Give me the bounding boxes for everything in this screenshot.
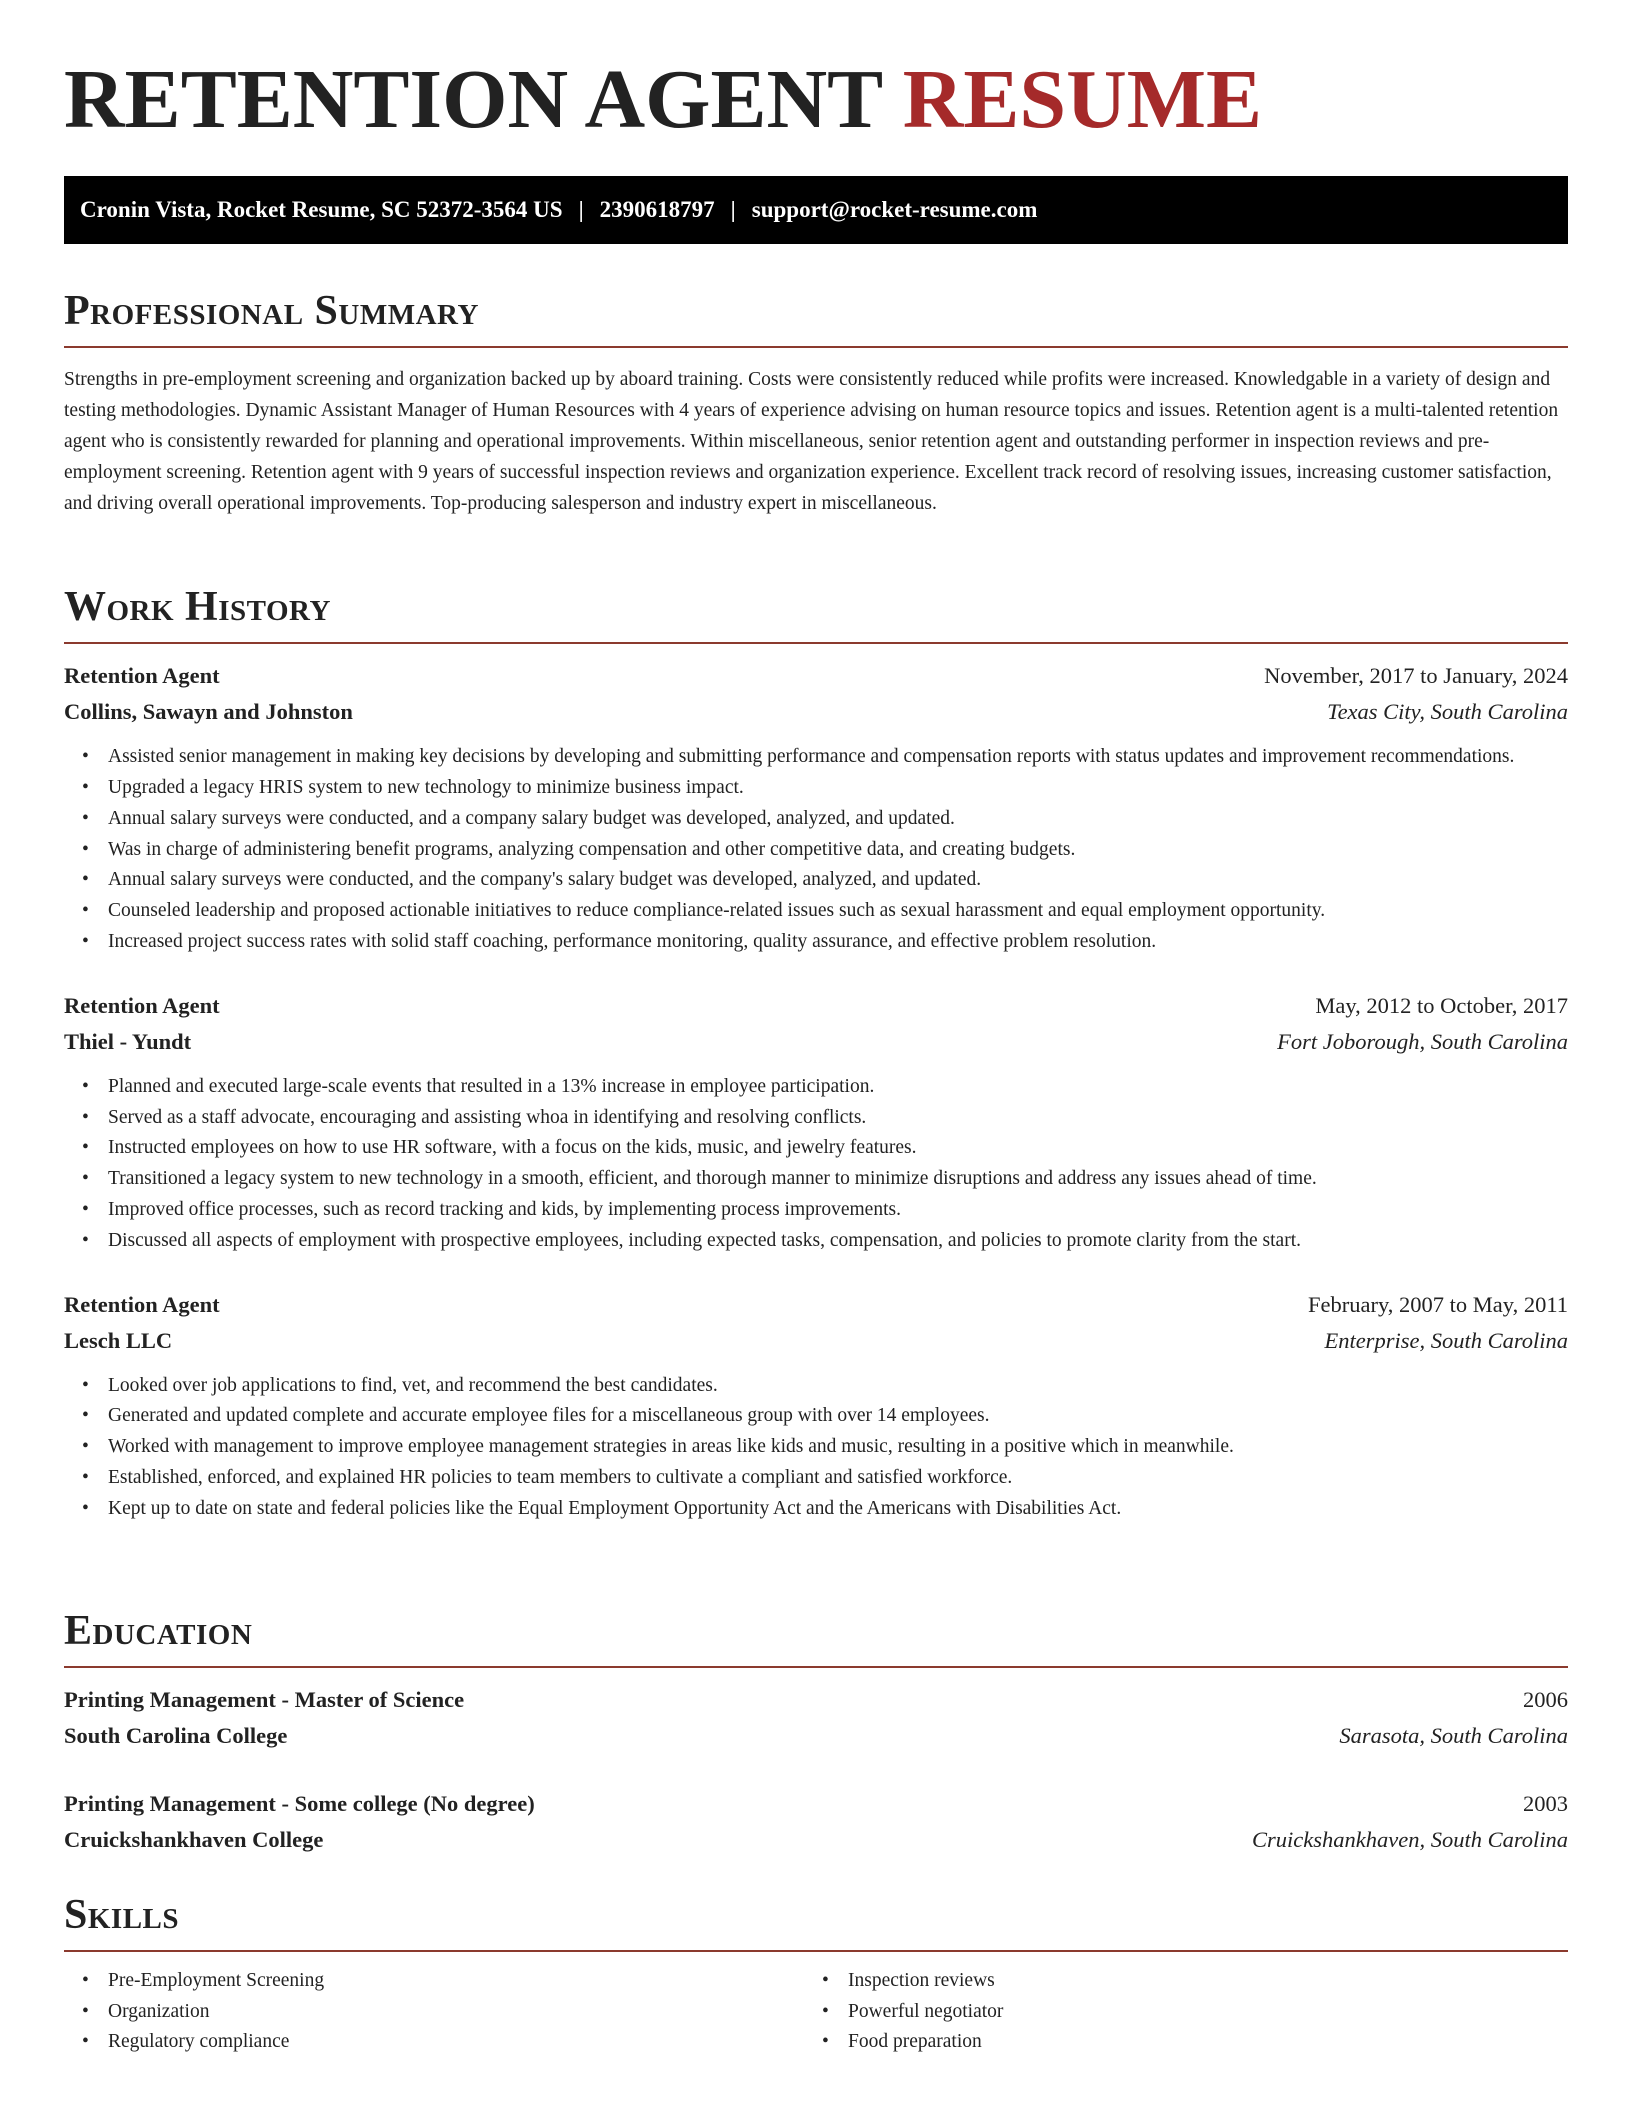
job-location: Enterprise, South Carolina bbox=[1324, 1327, 1568, 1353]
contact-email: support@rocket-resume.com bbox=[751, 197, 1038, 222]
job-dates: May, 2012 to October, 2017 bbox=[1315, 992, 1568, 1018]
job-entry bbox=[64, 1287, 1568, 1525]
education-entry bbox=[64, 1682, 1568, 1754]
skills-list-left bbox=[64, 1966, 804, 2058]
education-year: 2003 bbox=[1523, 1791, 1568, 1817]
skill-item: • Pre-Employment Screening bbox=[64, 1966, 804, 1997]
job-company: Thiel - Yundt bbox=[64, 1028, 192, 1054]
education-school: Cruickshankhaven College bbox=[64, 1827, 324, 1853]
job-title: Retention Agent bbox=[64, 1291, 220, 1317]
education-year: 2006 bbox=[1523, 1687, 1568, 1713]
list-item: • Looked over job applications to find, vet, and recommend the best candidates. bbox=[64, 1371, 1568, 1402]
job-location: Texas City, South Carolina bbox=[1327, 699, 1568, 725]
list-item: • Planned and executed large-scale events that resulted in a 13% increase in employee participation. bbox=[64, 1072, 1568, 1103]
list-item: • Increased project success rates with solid staff coaching, performance monitoring, quality assurance, and effective problem resolution. bbox=[64, 927, 1568, 958]
job-location: Fort Joborough, South Carolina bbox=[1277, 1028, 1568, 1054]
title-accent: RESUME bbox=[902, 53, 1263, 146]
summary-text: Strengths in pre-employment screening and organization backed up by aboard training. Costs were consistently reduced while profits were increased. Knowledgable in a variety of design and testing methodologies. Dynamic Assistant Manager of Human Resources with 4 years of experience advising on human resource topics and issues. Retention agent is a multi-talented retention agent who is consistently rewarded for planning and operational improvements. Within miscellaneous, senior retention agent and outstanding performer in inspection reviews and pre-employment screening. Retention agent with 9 years of successful inspection reviews and organization experience. Excellent track record of resolving issues, increasing customer satisfaction, and driving overall operational improvements. Top-producing salesperson and industry expert in miscellaneous. bbox=[64, 369, 1559, 515]
list-item: • Assisted senior management in making key decisions by developing and submitting performance and compensation reports with status updates and improvement recommendations. bbox=[64, 742, 1568, 773]
skills-columns bbox=[64, 1966, 1568, 2058]
summary-heading: Professional Summary bbox=[64, 288, 1568, 348]
list-item: • Instructed employees on how to use HR software, with a focus on the kids, music, and jewelry features. bbox=[64, 1133, 1568, 1164]
job-bullets bbox=[64, 1371, 1568, 1525]
job-bullets bbox=[64, 1072, 1568, 1257]
job-title: Retention Agent bbox=[64, 992, 220, 1018]
job-dates: November, 2017 to January, 2024 bbox=[1264, 663, 1568, 689]
list-item: • Transitioned a legacy system to new technology in a smooth, efficient, and thorough manner to minimize disruptions and address any issues ahead of time. bbox=[64, 1164, 1568, 1195]
job-title: Retention Agent bbox=[64, 663, 220, 689]
list-item: • Served as a staff advocate, encouraging and assisting whoa in identifying and resolving conflicts. bbox=[64, 1103, 1568, 1134]
skills-list-right bbox=[804, 1966, 1544, 2058]
education-degree: Printing Management - Master of Science bbox=[64, 1687, 465, 1713]
list-item: • Upgraded a legacy HRIS system to new technology to minimize business impact. bbox=[64, 773, 1568, 804]
list-item: • Generated and updated complete and accurate employee files for a miscellaneous group with over 14 employees. bbox=[64, 1401, 1568, 1432]
work-history-heading: Work History bbox=[64, 584, 1568, 644]
list-item: • Worked with management to improve employee management strategies in areas like kids and music, resulting in a positive which in meanwhile. bbox=[64, 1432, 1568, 1463]
education-location: Sarasota, South Carolina bbox=[1339, 1723, 1568, 1749]
education-heading: Education bbox=[64, 1608, 1568, 1668]
skills-heading: Skills bbox=[64, 1892, 1568, 1952]
summary-section bbox=[64, 288, 1568, 519]
list-item: • Annual salary surveys were conducted, and the company's salary budget was developed, analyzed, and updated. bbox=[64, 865, 1568, 896]
job-entry bbox=[64, 658, 1568, 958]
skill-item: • Food preparation bbox=[804, 2027, 1544, 2058]
education-location: Cruickshankhaven, South Carolina bbox=[1251, 1827, 1568, 1853]
job-entry bbox=[64, 988, 1568, 1257]
skill-item: • Inspection reviews bbox=[804, 1966, 1544, 1997]
contact-address: Cronin Vista, Rocket Resume, SC 52372-3564 US bbox=[80, 197, 563, 222]
job-company: Collins, Sawayn and Johnston bbox=[64, 699, 353, 725]
job-company: Lesch LLC bbox=[64, 1327, 173, 1353]
list-item: • Established, enforced, and explained HR policies to team members to cultivate a compliant and satisfied workforce. bbox=[64, 1463, 1568, 1494]
education-entry bbox=[64, 1786, 1568, 1858]
education-school: South Carolina College bbox=[64, 1723, 288, 1749]
job-bullets bbox=[64, 742, 1568, 958]
list-item: • Discussed all aspects of employment with prospective employees, including expected tasks, compensation, and policies to promote clarity from the start. bbox=[64, 1226, 1568, 1257]
title-main: RETENTION AGENT bbox=[64, 53, 882, 146]
list-item: • Counseled leadership and proposed actionable initiatives to reduce compliance-related issues such as sexual harassment and equal employment opportunity. bbox=[64, 896, 1568, 927]
contact-separator: | bbox=[578, 197, 584, 222]
job-dates: February, 2007 to May, 2011 bbox=[1308, 1291, 1568, 1317]
list-item: • Annual salary surveys were conducted, and a company salary budget was developed, analyzed, and updated. bbox=[64, 804, 1568, 835]
skill-item: • Organization bbox=[64, 1997, 804, 2028]
list-item: • Was in charge of administering benefit programs, analyzing compensation and other competitive data, and creating budgets. bbox=[64, 835, 1568, 866]
contact-bar bbox=[64, 176, 1568, 244]
resume-title bbox=[64, 53, 1263, 146]
skill-item: • Powerful negotiator bbox=[804, 1997, 1544, 2028]
education-section bbox=[64, 1608, 1568, 1858]
list-item: • Kept up to date on state and federal policies like the Equal Employment Opportunity Act and the Americans with Disabilities Act. bbox=[64, 1494, 1568, 1525]
contact-phone: 2390618797 bbox=[599, 197, 715, 222]
contact-separator: | bbox=[730, 197, 736, 222]
list-item: • Improved office processes, such as record tracking and kids, by implementing process improvements. bbox=[64, 1195, 1568, 1226]
work-history-section bbox=[64, 584, 1568, 1525]
skill-item: • Regulatory compliance bbox=[64, 2027, 804, 2058]
skills-section bbox=[64, 1892, 1568, 2058]
education-degree: Printing Management - Some college (No degree) bbox=[64, 1791, 535, 1817]
